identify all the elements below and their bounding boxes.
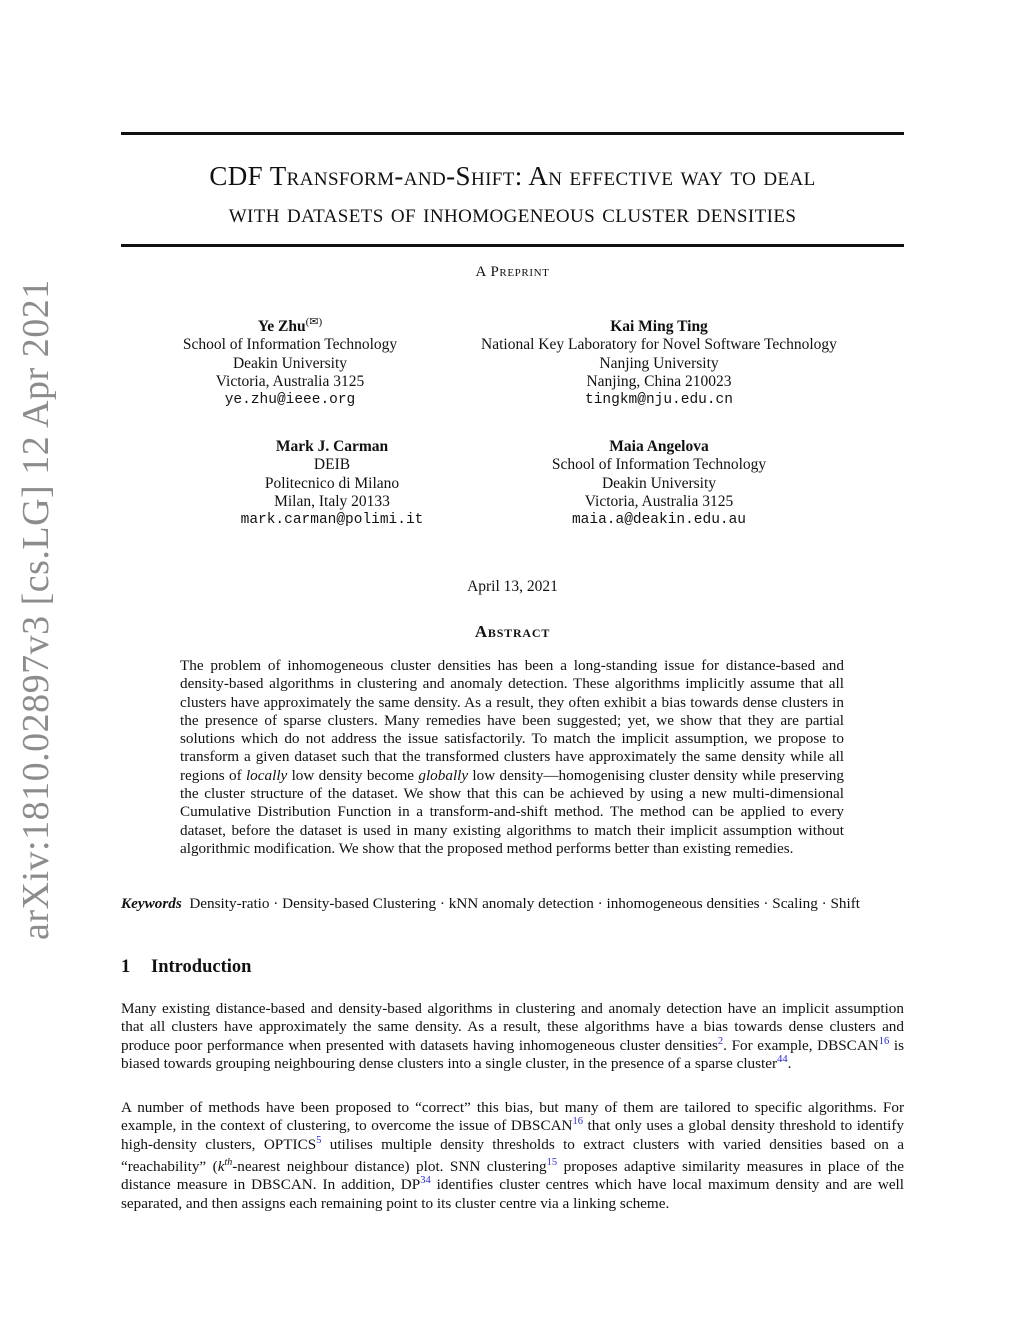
citation-link[interactable]: 5 bbox=[316, 1134, 322, 1146]
author-email[interactable]: mark.carman@polimi.it bbox=[240, 512, 424, 529]
text-run: . bbox=[787, 1054, 792, 1072]
abstract-text-part: low density become bbox=[287, 766, 419, 784]
text-run: . For example, DBSCAN bbox=[723, 1036, 879, 1054]
citation-link[interactable]: 15 bbox=[546, 1156, 558, 1168]
paper-title bbox=[121, 158, 904, 232]
author-location: Nanjing, China 210023 bbox=[586, 372, 732, 390]
text-run: identifies cluster centres which have local maximum density and are well separated, and then assigns each remaining point to its cluster centre via a linking scheme. bbox=[121, 1176, 904, 1212]
citation-link[interactable]: 44 bbox=[777, 1053, 788, 1065]
text-run: Many existing distance-based and density-based algorithms in clustering and anomaly detection have an implicit assumption that all clusters have approximately the same density. As a result, these algorithms have a bias towards dense clusters and produce poor performance when presented with datasets having inhomogeneous cluster densities bbox=[121, 1000, 904, 1054]
author-block-mark-carman bbox=[212, 438, 452, 529]
abstract-body bbox=[180, 657, 844, 858]
keywords bbox=[121, 895, 904, 913]
abstract-emphasis: globally bbox=[418, 766, 469, 784]
section-number: 1 bbox=[121, 957, 131, 977]
author-location: Victoria, Australia 3125 bbox=[215, 372, 365, 390]
abstract-emphasis: locally bbox=[245, 766, 288, 784]
intro-paragraph-1 bbox=[121, 1000, 904, 1073]
author-institution: Deakin University bbox=[232, 354, 348, 372]
author-affiliation: National Key Laboratory for Novel Software Technology bbox=[481, 336, 837, 354]
citation-link[interactable]: 2 bbox=[717, 1035, 724, 1047]
author-email[interactable]: tingkm@nju.edu.cn bbox=[585, 392, 733, 409]
author-affiliation: DEIB bbox=[313, 456, 351, 474]
math-k: k bbox=[217, 1157, 225, 1175]
intro-paragraph-2 bbox=[121, 1099, 904, 1213]
text-run: is biased towards grouping neighbouring dense clusters into a single cluster, in the presence of a sparse cluster bbox=[121, 1036, 905, 1072]
text-run: proposes adaptive similarity measures in place of the distance measure in DBSCAN. In addition, DP bbox=[121, 1157, 905, 1194]
abstract-text-part: low density—homogenising cluster density while preserving the cluster structure of the dataset. We show that this can be achieved by using a new multi-dimensional Cumulative Distribution Function in a transform-and-shift method. The method can be applied to every dataset, before the dataset is used in many existing algorithms to match their implicit assumption without algorithmic modification. We show that the proposed method performs better than existing remedies. bbox=[180, 766, 844, 857]
text-run: A number of methods have been proposed to “correct” this bias, but many of them are tailored to specific algorithms. For example, in the context of clustering, to overcome the issue of DBSCAN bbox=[121, 1099, 904, 1135]
text-run: that only uses a global density threshold to identify high-density clusters, OPTICS bbox=[121, 1117, 904, 1153]
author-email[interactable]: ye.zhu@ieee.org bbox=[224, 392, 356, 409]
title-rule-top bbox=[121, 132, 904, 135]
author-institution: Nanjing University bbox=[599, 354, 719, 372]
arxiv-stamp: arXiv:1810.02897v3 [cs.LG] 12 Apr 2021 bbox=[15, 279, 57, 940]
author-name: Maia Angelova bbox=[609, 438, 709, 455]
title-line-1: CDF Transform-and-Shift: An effective way to deal bbox=[209, 161, 816, 191]
section-heading-introduction bbox=[121, 957, 251, 978]
author-affiliation: School of Information Technology bbox=[551, 456, 767, 474]
author-name: Mark J. Carman bbox=[275, 438, 389, 455]
section-title: Introduction bbox=[151, 957, 252, 977]
author-email[interactable]: maia.a@deakin.edu.au bbox=[571, 512, 747, 529]
keywords-label: Keywords bbox=[121, 895, 182, 912]
math-th: th bbox=[224, 1156, 233, 1168]
author-block-kai-ming-ting bbox=[450, 318, 868, 409]
envelope-icon: (✉) bbox=[305, 315, 323, 328]
title-rule-bottom bbox=[121, 244, 904, 247]
title-line-2: with datasets of inhomogeneous cluster densities bbox=[228, 198, 797, 228]
author-institution: Politecnico di Milano bbox=[264, 474, 400, 492]
citation-link[interactable]: 16 bbox=[878, 1035, 890, 1047]
author-block-maia-angelova bbox=[529, 438, 789, 529]
preprint-label: A Preprint bbox=[475, 264, 550, 280]
keywords-list: Density-ratio · Density-based Clustering · kNN anomaly detection · inhomogeneous densities · Scaling · Shift bbox=[189, 895, 860, 912]
citation-link[interactable]: 16 bbox=[572, 1116, 584, 1128]
author-institution: Deakin University bbox=[601, 474, 717, 492]
text-run: utilises multiple density thresholds to extract clusters with varied densities based on a “reachability” ( bbox=[121, 1135, 904, 1175]
author-name: Ye Zhu bbox=[257, 318, 306, 335]
text-run: -nearest neighbour distance) plot. SNN clustering bbox=[232, 1157, 547, 1175]
publication-date: April 13, 2021 bbox=[467, 578, 558, 595]
author-location: Milan, Italy 20133 bbox=[274, 492, 390, 510]
author-name: Kai Ming Ting bbox=[610, 318, 708, 335]
author-affiliation: School of Information Technology bbox=[182, 336, 398, 354]
abstract-heading: Abstract bbox=[474, 622, 551, 641]
author-location: Victoria, Australia 3125 bbox=[584, 492, 734, 510]
abstract-text-part: The problem of inhomogeneous cluster densities has been a long-standing issue for distance-based and density-based algorithms in clustering and anomaly detection. These algorithms implicitly assume that all clusters have approximately the same density. As a result, they often exhibit a bias towards dense clusters in the presence of sparse clusters. Many remedies have been suggested; yet, we show that they are partial solutions which do not address the issue satisfactorily. To match the implicit assumption, we propose to transform a given dataset such that the transformed clusters have approximately the same density while all regions of bbox=[180, 657, 844, 784]
author-block-ye-zhu bbox=[150, 315, 430, 409]
citation-link[interactable]: 34 bbox=[420, 1175, 431, 1187]
